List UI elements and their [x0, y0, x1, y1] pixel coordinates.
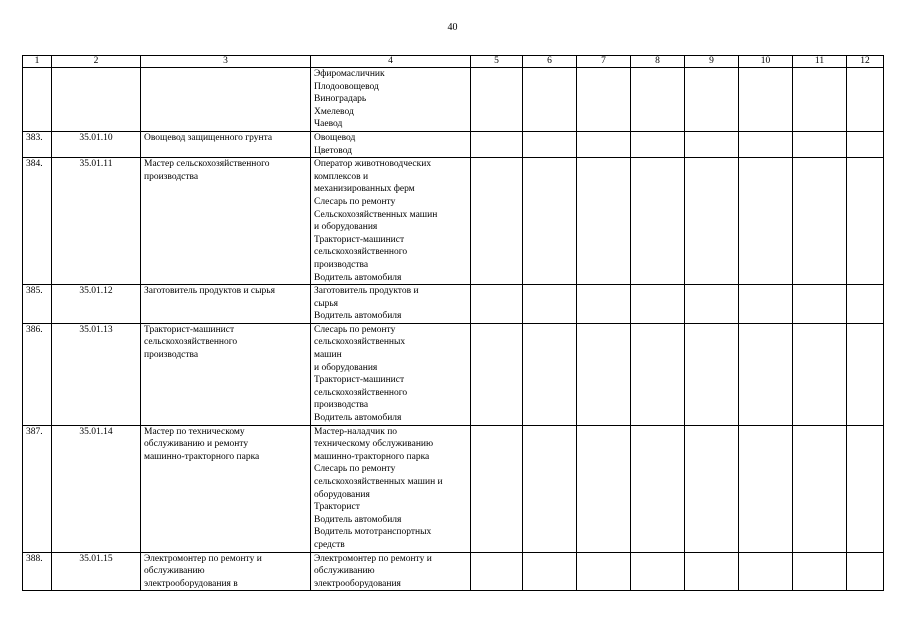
empty-cell — [471, 285, 523, 324]
specialty-name — [141, 323, 311, 425]
empty-cell — [471, 425, 523, 552]
header-cell: 7 — [577, 56, 631, 68]
empty-cell — [847, 552, 884, 591]
header-cell: 4 — [311, 56, 471, 68]
specialty-name-line: обслуживанию — [144, 566, 205, 577]
empty-cell — [793, 552, 847, 591]
qualification-line: Виноградарь — [314, 94, 367, 105]
header-cell: 3 — [141, 56, 311, 68]
qualification-line: сельскохозяйственного — [314, 247, 408, 258]
header-cell: 9 — [685, 56, 739, 68]
qualification-line: Тракторист-машинист — [314, 375, 405, 386]
empty-cell — [471, 323, 523, 425]
table-row — [23, 323, 884, 425]
qualifications-table — [22, 55, 884, 591]
specialty-name — [141, 68, 311, 132]
empty-cell — [631, 158, 685, 285]
empty-cell — [471, 552, 523, 591]
header-row — [23, 56, 884, 68]
qualifications — [311, 131, 471, 157]
qualification-line: Эфиромасличник — [314, 69, 385, 79]
qualification-line: Электромонтер по ремонту и — [314, 553, 432, 564]
row-number: 388. — [23, 552, 52, 591]
qualification-line: сельскохозяйственных машин и — [314, 477, 443, 487]
specialty-name-line: Заготовитель продуктов и сырья — [144, 286, 275, 297]
specialty-name-line: Овощевод защищенного грунта — [144, 132, 273, 143]
empty-cell — [739, 323, 793, 425]
empty-cell — [793, 131, 847, 157]
qualification-line: сельскохозяйственного — [314, 387, 408, 398]
empty-cell — [471, 68, 523, 132]
specialty-name — [141, 552, 311, 591]
specialty-code — [52, 68, 141, 132]
table-row — [23, 158, 884, 285]
specialty-code: 35.01.11 — [52, 158, 141, 285]
qualification-line: производства — [314, 259, 369, 270]
header-cell: 1 — [23, 56, 52, 68]
empty-cell — [631, 323, 685, 425]
specialty-code: 35.01.12 — [52, 285, 141, 324]
empty-cell — [739, 68, 793, 132]
qualification-line: машинно-тракторного парка — [314, 451, 430, 462]
empty-cell — [631, 552, 685, 591]
qualification-line: Мастер-наладчик по — [314, 426, 398, 437]
empty-cell — [631, 285, 685, 324]
empty-cell — [685, 131, 739, 157]
empty-cell — [577, 131, 631, 157]
empty-cell — [793, 323, 847, 425]
header-cell: 2 — [52, 56, 141, 68]
qualification-line: Слесарь по ремонту — [314, 464, 396, 475]
specialty-name — [141, 131, 311, 157]
empty-cell — [631, 425, 685, 552]
qualification-line: Цветовод — [314, 145, 353, 156]
qualification-line: Хмелевод — [314, 106, 354, 117]
qualification-line: Водитель автомобиля — [314, 514, 402, 525]
empty-cell — [631, 131, 685, 157]
qualification-line: оборудования — [314, 489, 370, 500]
specialty-name-line: сельскохозяйственного — [144, 337, 238, 348]
empty-cell — [847, 131, 884, 157]
qualification-line: Сельскохозяйственных машин — [314, 209, 438, 220]
qualifications — [311, 285, 471, 324]
qualification-line: Водитель автомобиля — [314, 413, 402, 424]
empty-cell — [793, 425, 847, 552]
empty-cell — [523, 158, 577, 285]
qualification-line: средств — [314, 539, 345, 550]
table-row — [23, 552, 884, 591]
qualification-line: обслуживанию — [314, 566, 375, 577]
qualification-line: Слесарь по ремонту — [314, 196, 396, 207]
specialty-name-line: обслуживанию и ремонту — [144, 439, 249, 450]
qualification-line: сырья — [314, 298, 339, 309]
empty-cell — [685, 68, 739, 132]
table-row — [23, 68, 884, 132]
empty-cell — [577, 552, 631, 591]
qualification-line: сельскохозяйственных — [314, 337, 406, 348]
qualification-line: и оборудования — [314, 362, 378, 373]
page-number: 40 — [447, 22, 458, 33]
specialty-name-line: Мастер сельскохозяйственного — [144, 159, 270, 170]
qualification-line: Овощевод — [314, 132, 356, 143]
specialty-name-line: электрооборудования в — [144, 578, 238, 589]
empty-cell — [523, 131, 577, 157]
table-row — [23, 425, 884, 552]
header-cell: 6 — [523, 56, 577, 68]
qualification-line: Чаевод — [314, 119, 343, 130]
qualification-line: и оборудования — [314, 222, 378, 233]
table-row — [23, 131, 884, 157]
row-number: 386. — [23, 323, 52, 425]
qualifications — [311, 68, 471, 132]
row-number: 387. — [23, 425, 52, 552]
empty-cell — [685, 323, 739, 425]
qualification-line: Водитель мототранспортных — [314, 527, 432, 538]
qualifications — [311, 158, 471, 285]
empty-cell — [685, 425, 739, 552]
empty-cell — [739, 158, 793, 285]
qualification-line: Водитель автомобиля — [314, 272, 402, 283]
empty-cell — [523, 425, 577, 552]
empty-cell — [793, 68, 847, 132]
empty-cell — [631, 68, 685, 132]
empty-cell — [577, 158, 631, 285]
qualification-line: Тракторист-машинист — [314, 234, 405, 245]
specialty-name — [141, 425, 311, 552]
qualification-line: Оператор животноводческих — [314, 159, 432, 170]
empty-cell — [847, 68, 884, 132]
table-body — [23, 68, 884, 591]
empty-cell — [685, 285, 739, 324]
empty-cell — [847, 158, 884, 285]
empty-cell — [739, 552, 793, 591]
empty-cell — [523, 323, 577, 425]
specialty-name-line: Электромонтер по ремонту и — [144, 553, 262, 564]
qualification-line: механизированных ферм — [314, 184, 415, 195]
specialty-code: 35.01.10 — [52, 131, 141, 157]
qualifications — [311, 323, 471, 425]
empty-cell — [523, 68, 577, 132]
specialty-name — [141, 285, 311, 324]
empty-cell — [847, 285, 884, 324]
empty-cell — [685, 552, 739, 591]
header-cell: 10 — [739, 56, 793, 68]
specialty-name-line: Тракторист-машинист — [144, 324, 235, 335]
specialty-code: 35.01.14 — [52, 425, 141, 552]
empty-cell — [793, 285, 847, 324]
qualifications — [311, 425, 471, 552]
header-cell: 12 — [847, 56, 884, 68]
specialty-name-line: машинно-тракторного парка — [144, 451, 260, 462]
specialty-name-line: производства — [144, 350, 199, 361]
row-number: 385. — [23, 285, 52, 324]
qualification-line: комплексов и — [314, 171, 369, 182]
empty-cell — [577, 68, 631, 132]
specialty-name — [141, 158, 311, 285]
empty-cell — [739, 285, 793, 324]
specialty-code: 35.01.15 — [52, 552, 141, 591]
empty-cell — [471, 131, 523, 157]
qualification-line: Тракторист — [314, 502, 360, 513]
header-cell: 5 — [471, 56, 523, 68]
qualification-line: Водитель автомобиля — [314, 311, 402, 322]
qualification-line: производства — [314, 400, 369, 411]
empty-cell — [739, 425, 793, 552]
empty-cell — [847, 323, 884, 425]
row-number: 383. — [23, 131, 52, 157]
specialty-code: 35.01.13 — [52, 323, 141, 425]
row-number: 384. — [23, 158, 52, 285]
empty-cell — [471, 158, 523, 285]
qualification-line: техническому обслуживанию — [314, 439, 434, 450]
qualifications — [311, 552, 471, 591]
empty-cell — [577, 425, 631, 552]
table-row — [23, 285, 884, 324]
empty-cell — [577, 323, 631, 425]
empty-cell — [685, 158, 739, 285]
qualification-line: электрооборудования — [314, 578, 401, 589]
qualification-line: машин — [314, 350, 342, 361]
specialty-name-line: производства — [144, 171, 199, 182]
specialty-name-line: Мастер по техническому — [144, 426, 245, 437]
qualification-line: Плодоовощевод — [314, 81, 379, 92]
header-cell: 11 — [793, 56, 847, 68]
empty-cell — [793, 158, 847, 285]
empty-cell — [739, 131, 793, 157]
row-number — [23, 68, 52, 132]
empty-cell — [847, 425, 884, 552]
empty-cell — [523, 552, 577, 591]
empty-cell — [577, 285, 631, 324]
qualification-line: Заготовитель продуктов и — [314, 286, 419, 297]
empty-cell — [523, 285, 577, 324]
qualification-line: Слесарь по ремонту — [314, 324, 396, 335]
header-cell: 8 — [631, 56, 685, 68]
